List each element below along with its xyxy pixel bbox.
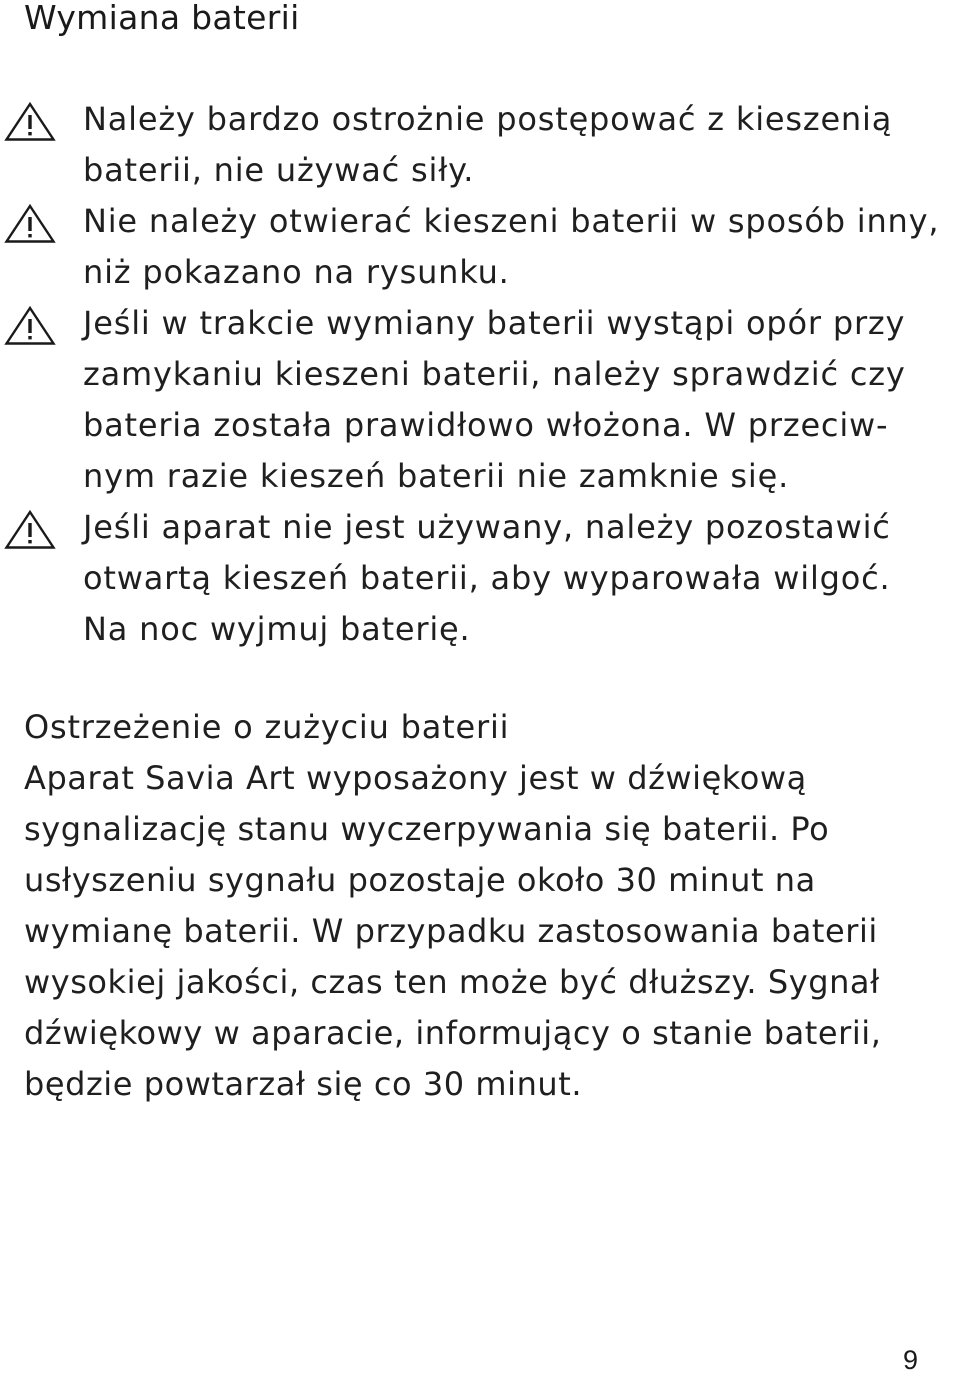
warning-text: Nie należy otwierać kieszeni baterii w sposób inny, niż pokazano na rysunku. bbox=[83, 202, 940, 291]
page-title: Wymiana baterii bbox=[24, 0, 300, 37]
warning-item bbox=[0, 196, 960, 298]
warning-triangle-icon bbox=[4, 510, 56, 550]
warning-triangle-icon bbox=[4, 102, 56, 142]
warning-item bbox=[0, 94, 960, 196]
warning-triangle-icon bbox=[4, 306, 56, 346]
section-body: Aparat Savia Art wyposażony jest w dźwiękową sygnalizację stanu wyczerpywania się baterii. Po usłyszeniu sygnału pozostaje około 30 minut na wymianę baterii. W przypadku zastosowania baterii wysokiej jakości, czas ten może być dłuższy. Sygnał dźwiękowy w aparacie, informujący o stanie baterii, będzie powtarzał się co 30 minut. bbox=[24, 759, 882, 1103]
warning-item bbox=[0, 502, 960, 655]
page-number: 9 bbox=[903, 1345, 919, 1375]
warning-text: Należy bardzo ostrożnie postępować z kieszenią baterii, nie używać siły. bbox=[83, 100, 893, 189]
battery-warning-section bbox=[24, 702, 944, 1110]
warning-text: Jeśli aparat nie jest używany, należy pozostawić otwartą kieszeń baterii, aby wyparowała wilgoć. Na noc wyjmuj baterię. bbox=[83, 508, 891, 648]
warning-list bbox=[0, 94, 960, 655]
warning-item bbox=[0, 298, 960, 502]
warning-triangle-icon bbox=[4, 204, 56, 244]
section-heading: Ostrzeżenie o zużyciu baterii bbox=[24, 708, 510, 746]
warning-text: Jeśli w trakcie wymiany baterii wystąpi opór przy zamykaniu kieszeni baterii, należy sprawdzić czy bateria została prawidłowo włożona. W przeciw- nym razie kieszeń baterii nie zamknie się. bbox=[83, 304, 906, 495]
